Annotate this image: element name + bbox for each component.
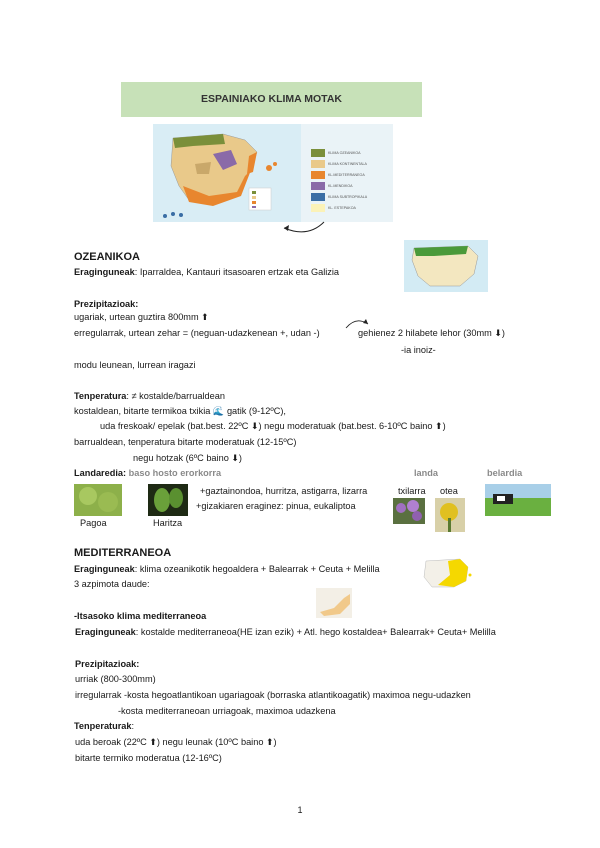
oz-tenperatura: Tenperatura: ≠ kostalde/barrualdean: [74, 391, 225, 401]
oz-tenp-line3: barrualdean, tenperatura bitarte moderatuak (12-15ºC): [74, 437, 297, 447]
arrow-up-icon: ⬆: [266, 737, 274, 747]
section-heading-ozeanikoa: OZEANIKOA: [74, 251, 140, 263]
page-number: 1: [297, 805, 303, 815]
med-prec-line2: irregularrak -kosta hegoatlantikoan ugariagoak (borraska atlantikoagatik) maximoa negu-udazken: [75, 690, 471, 700]
oz-prec-line4: modu leunean, lurrean iragazi: [74, 360, 196, 370]
oz-prec-line3: -ia inoiz-: [401, 345, 436, 355]
map-legend: KLIMA OZEANIKOA KLIMA KONTINENTALA KL.MEDITERRANEOA KL.MENDIKOA KLIMA SUBTROPIKALA KL. ESTEPAKOA: [328, 151, 368, 210]
arrow-up-icon: ⬆: [435, 421, 443, 431]
wave-icon: 🌊: [212, 406, 225, 416]
meadow-cow-photo: [485, 484, 551, 516]
beech-tree-photo: [74, 484, 122, 516]
oz-tenp-line4: negu hotzak (6ºC baino ⬇): [133, 453, 242, 463]
med-prec-line1: urriak (800-300mm): [75, 674, 156, 684]
med-eraginguneak: Eraginguneak: klima ozeanikotik hegoaldera + Balearrak + Ceuta + Melilla: [74, 564, 380, 574]
oz-landa-label: landa: [414, 468, 438, 478]
oak-leaves-photo: [148, 484, 188, 516]
oz-veg-line2: +gizakiaren eraginez: pinua, eukaliptoa: [196, 501, 356, 511]
oz-haritza: Haritza: [153, 518, 183, 528]
med-prec-line3: -kosta mediterraneoan urriagoak, maximoa udazkena: [118, 706, 336, 716]
oz-veg-line1: +gaztainondoa, hurritza, astigarra, lizarra: [200, 486, 368, 496]
oz-otea: otea: [440, 486, 458, 496]
arrow-down-icon: ⬇: [250, 421, 259, 431]
oz-landaredia: Landaredia: baso hosto erorkorra: [74, 468, 222, 478]
heather-photo: [393, 498, 425, 524]
oz-prezipitazioak-label: Prezipitazioak:: [74, 299, 139, 309]
arrow-down-icon: ⬇: [231, 453, 239, 463]
oz-prec-line2b: gehienez 2 hilabete lehor (30mm ⬇): [358, 328, 505, 338]
mediterranean-zone-map: [420, 555, 472, 591]
oz-txilarra: txilarra: [398, 486, 426, 496]
med-sub-heading: -Itsasoko klima mediterraneoa: [74, 611, 207, 621]
med-tenp-line1: uda beroak (22ºC ⬆) negu leunak (10ºC baino ⬆): [75, 737, 277, 747]
med-azpimota: 3 azpimota daude:: [74, 579, 150, 589]
oceanic-zone-map: [404, 240, 488, 292]
med-tenp-line2: bitarte termiko moderatua (12-16ºC): [75, 753, 222, 763]
oz-tenp-line2: uda freskoak/ epelak (bat.best. 22ºC ⬇) negu moderatuak (bat.best. 6-10ºC baino ⬆): [100, 421, 446, 431]
med-sub-eraginguneak: Eraginguneak: kostalde mediterraneoa(HE izan ezik) + Atl. hego kostaldea+ Balearrak+ Ceuta+ Melilla: [75, 627, 496, 637]
oz-pagoa: Pagoa: [80, 518, 107, 528]
oz-tenp-line1: kostaldean, bitarte termikoa txikia 🌊 gatik (9-12ºC),: [74, 406, 286, 416]
arrow-down-icon: ⬇: [494, 328, 502, 338]
mediterranean-coast-map: [316, 588, 352, 618]
arrow-up-icon: ⬆: [149, 737, 157, 747]
arrow-up-icon: ⬆: [201, 312, 209, 322]
page-title: ESPAINIAKO KLIMA MOTAK: [201, 93, 342, 105]
gorse-photo: [435, 498, 465, 532]
oz-belardia-label: belardia: [487, 468, 523, 478]
curved-arrow-icon: [278, 218, 328, 238]
med-prezipitazioak-label: Prezipitazioak:: [75, 659, 140, 669]
oz-prec-line2: erregularrak, urtean zehar = (neguan-udazkenean +, udan -): [74, 328, 320, 338]
oz-prec-line1: ugariak, urtean guztira 800mm ⬆: [74, 312, 209, 322]
oz-eraginguneak: Eraginguneak: Iparraldea, Kantauri itsasoaren ertzak eta Galizia: [74, 267, 340, 277]
section-heading-mediterraneoa: MEDITERRANEOA: [74, 547, 172, 559]
med-tenperaturak: Tenperaturak:: [74, 721, 135, 731]
